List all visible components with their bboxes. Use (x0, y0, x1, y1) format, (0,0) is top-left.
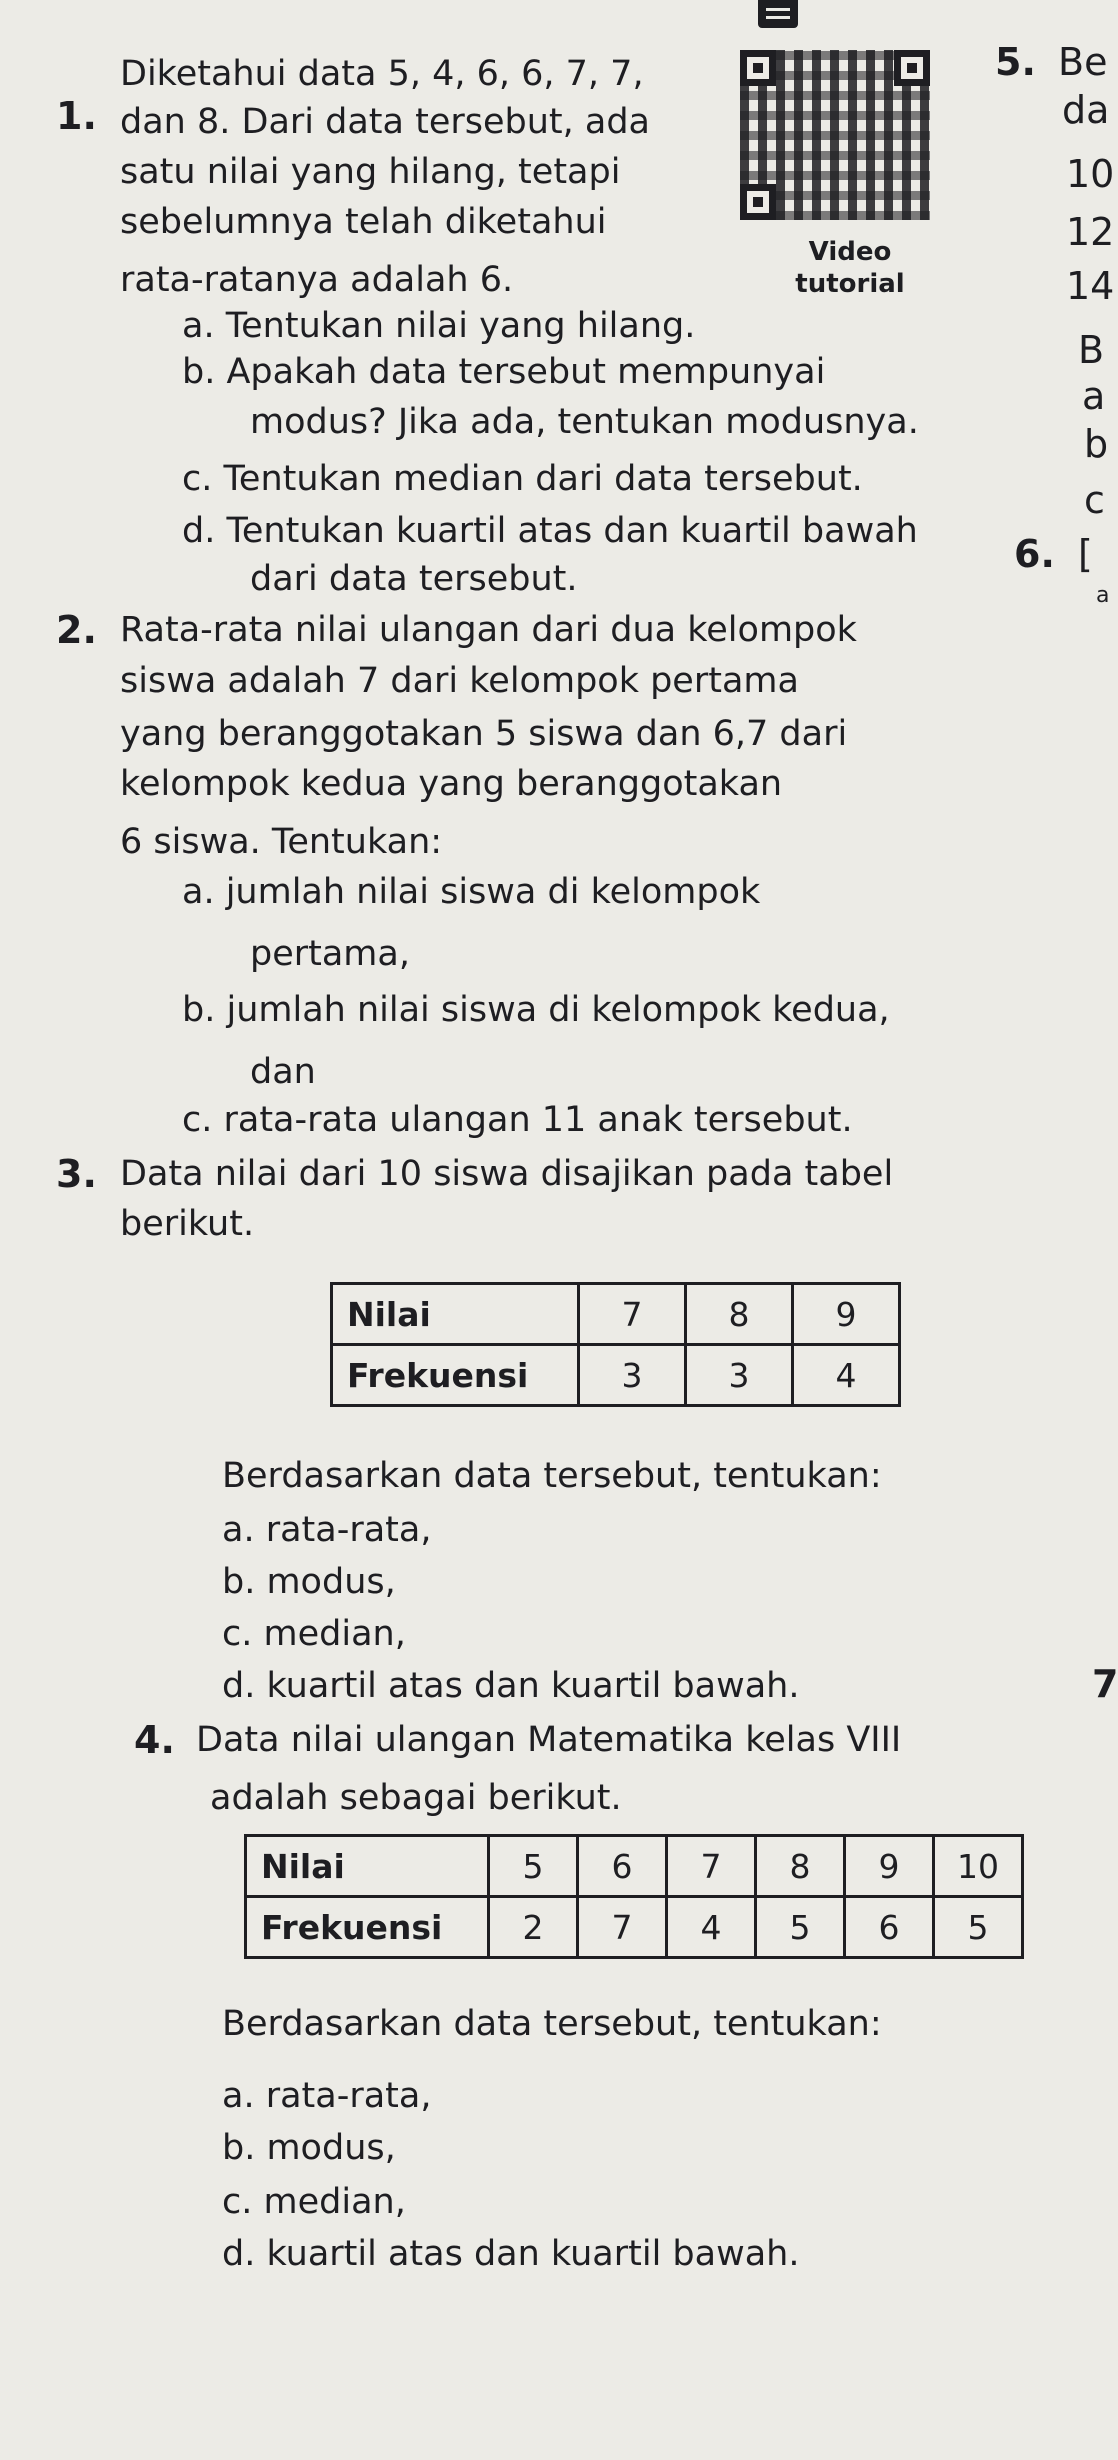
q1-item-b-1: b. Apakah data tersebut mempunyai (182, 352, 826, 392)
q4-table-cell: 7 (578, 1897, 667, 1958)
q3-table-label-frekuensi: Frekuensi (332, 1345, 579, 1406)
q5-option-10: 10 (1066, 152, 1115, 196)
q4-item-c: c. median, (222, 2182, 406, 2222)
q3-table-cell: 4 (793, 1345, 900, 1406)
qr-caption-video: Video (808, 237, 892, 267)
q4-table-row-frekuensi (246, 1897, 1023, 1958)
margin-mark: 7 (1092, 1662, 1118, 1706)
q3-item-a: a. rata-rata, (222, 1510, 432, 1550)
q1-line-4: sebelumnya telah diketahui (120, 202, 607, 242)
q3-table-row-nilai (332, 1284, 900, 1345)
q2-item-b-1: b. jumlah nilai siswa di kelompok kedua, (182, 990, 890, 1030)
qr-finder-icon (894, 50, 930, 86)
q4-table-cell: 7 (667, 1836, 756, 1897)
q3-table-cell: 3 (686, 1345, 793, 1406)
q6-text-cut: [ (1078, 532, 1093, 576)
q4-table-cell: 5 (756, 1897, 845, 1958)
q5-line-cut: da (1062, 88, 1110, 132)
q4-table-cell: 8 (756, 1836, 845, 1897)
q4-table-cell: 2 (489, 1897, 578, 1958)
q4-item-b: b. modus, (222, 2128, 396, 2168)
list-icon (758, 0, 798, 28)
q2-item-a-1: a. jumlah nilai siswa di kelompok (182, 872, 761, 912)
q4-table-row-nilai (246, 1836, 1023, 1897)
q1-number: 1. (56, 94, 97, 138)
q4-table-label-nilai: Nilai (246, 1836, 489, 1897)
q1-item-d-1: d. Tentukan kuartil atas dan kuartil bawah (182, 511, 918, 551)
q3-line-2: berikut. (120, 1204, 255, 1244)
q1-item-a: a. Tentukan nilai yang hilang. (182, 306, 696, 346)
qr-finder-icon (740, 184, 776, 220)
q4-number: 4. (134, 1718, 175, 1762)
q4-item-d: d. kuartil atas dan kuartil bawah. (222, 2234, 800, 2274)
q5-letter-a: a (1082, 374, 1106, 418)
qr-caption-tutorial: tutorial (795, 269, 905, 299)
q3-table-row-frekuensi (332, 1345, 900, 1406)
q2-item-c: c. rata-rata ulangan 11 anak tersebut. (182, 1100, 853, 1140)
qr-code-icon[interactable] (740, 50, 930, 220)
q4-line-1: Data nilai ulangan Matematika kelas VIII (196, 1720, 902, 1760)
q4-intro: Berdasarkan data tersebut, tentukan: (222, 2004, 882, 2044)
q2-line-3: yang beranggotakan 5 siswa dan 6,7 dari (120, 714, 848, 754)
q4-table-cell: 9 (845, 1836, 934, 1897)
q3-table-cell: 7 (579, 1284, 686, 1345)
q3-table-label-nilai: Nilai (332, 1284, 579, 1345)
q5-option-14: 14 (1066, 264, 1115, 308)
q3-item-b: b. modus, (222, 1562, 396, 1602)
q3-item-c: c. median, (222, 1614, 406, 1654)
qr-finder-icon (740, 50, 776, 86)
q3-number: 3. (56, 1152, 97, 1196)
q5-letter-c: c (1084, 478, 1105, 522)
q4-table-cell: 5 (489, 1836, 578, 1897)
q5-text-cut: Be (1058, 40, 1108, 84)
q4-item-a: a. rata-rata, (222, 2076, 432, 2116)
q4-line-2: adalah sebagai berikut. (210, 1778, 622, 1818)
q2-line-1: Rata-rata nilai ulangan dari dua kelompok (120, 610, 857, 650)
q1-line-2: dan 8. Dari data tersebut, ada (120, 102, 650, 142)
q5-option-12: 12 (1066, 210, 1115, 254)
q3-intro: Berdasarkan data tersebut, tentukan: (222, 1456, 882, 1496)
q1-item-c: c. Tentukan median dari data tersebut. (182, 459, 863, 499)
q3-table-cell: 3 (579, 1345, 686, 1406)
q4-table-cell: 4 (667, 1897, 756, 1958)
q4-table (244, 1834, 1024, 1959)
q2-item-b-2: dan (250, 1052, 316, 1092)
q2-number: 2. (56, 608, 97, 652)
q2-line-4: kelompok kedua yang beranggotakan (120, 764, 783, 804)
q3-item-d: d. kuartil atas dan kuartil bawah. (222, 1666, 800, 1706)
q4-table-cell: 5 (934, 1897, 1023, 1958)
q4-table-cell: 6 (845, 1897, 934, 1958)
q3-line-1: Data nilai dari 10 siswa disajikan pada tabel (120, 1154, 894, 1194)
q1-line-3: satu nilai yang hilang, tetapi (120, 152, 621, 192)
q2-line-5: 6 siswa. Tentukan: (120, 822, 443, 862)
q1-line-5: rata-ratanya adalah 6. (120, 260, 514, 300)
q5-letter-b: B (1078, 328, 1105, 372)
q1-item-d-2: dari data tersebut. (250, 559, 578, 599)
q3-table-cell: 8 (686, 1284, 793, 1345)
q5-number: 5. (995, 40, 1036, 84)
q6-number: 6. (1014, 532, 1055, 576)
q2-item-a-2: pertama, (250, 934, 410, 974)
q3-table (330, 1282, 901, 1407)
q5-letter-b-small: b (1084, 422, 1109, 466)
q1-item-b-2: modus? Jika ada, tentukan modusnya. (250, 402, 919, 442)
q1-line-1: Diketahui data 5, 4, 6, 6, 7, 7, (120, 54, 644, 94)
q4-table-cell: 10 (934, 1836, 1023, 1897)
q3-table-cell: 9 (793, 1284, 900, 1345)
q2-line-2: siswa adalah 7 dari kelompok pertama (120, 661, 799, 701)
q6-sub-cut: a (1096, 583, 1110, 608)
q4-table-cell: 6 (578, 1836, 667, 1897)
q4-table-label-frekuensi: Frekuensi (246, 1897, 489, 1958)
